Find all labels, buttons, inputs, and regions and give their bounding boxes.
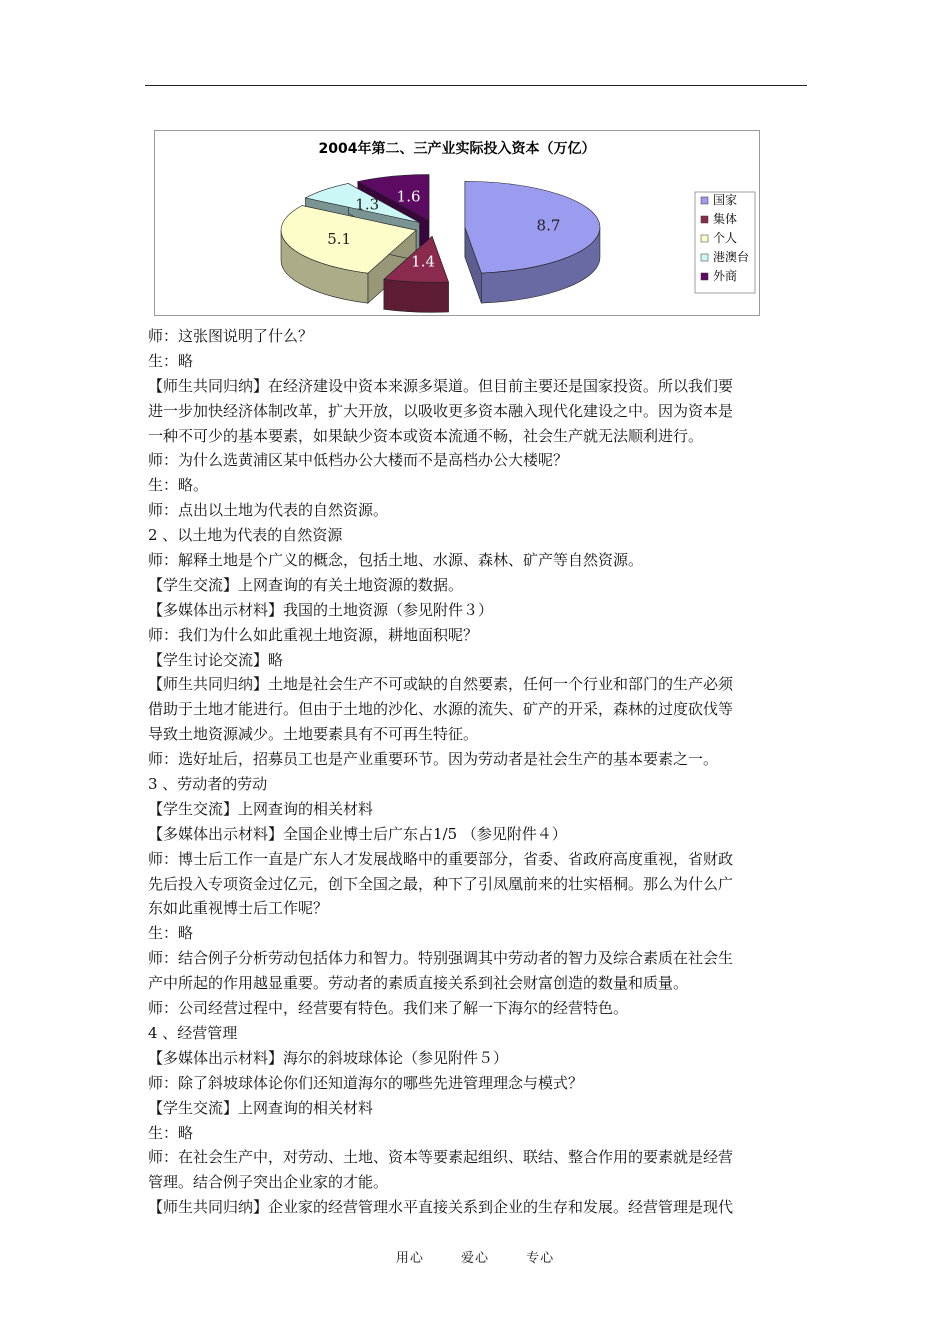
legend-label: 国家 — [713, 193, 738, 207]
legend-label: 个人 — [713, 231, 738, 245]
body-line: 师：结合例子分析劳动包括体力和智力。特别强调其中劳动者的智力及综合素质在社会生 — [148, 949, 734, 968]
body-line: 师：除了斜坡球体论你们还知道海尔的哪些先进管理理念与模式？ — [148, 1073, 584, 1092]
footer-word-1: 用心 — [395, 1251, 424, 1266]
body-line: 3 、劳动者的劳动 — [148, 775, 268, 794]
body-line: 管理。结合例子突出企业家的才能。 — [148, 1173, 389, 1192]
body-line: 生：略 — [148, 1123, 194, 1142]
body-line: 师：在社会生产中，对劳动、土地、资本等要素起组织、联结、整合作用的要素就是经营 — [148, 1148, 734, 1167]
body-line: 【师生共同归纳】在经济建设中资本来源多渠道。但目前主要还是国家投资。所以我们要 — [148, 376, 734, 395]
body-line: 师：博士后工作一直是广东人才发展战略中的重要部分，省委、省政府高度重视，省财政 — [148, 849, 734, 868]
body-line: 2 、以土地为代表的自然资源 — [148, 526, 343, 545]
body-line: 进一步加快经济体制改革，扩大开放，以吸收更多资本融入现代化建设之中。因为资本是 — [148, 401, 734, 420]
footer-word-3: 专心 — [526, 1251, 555, 1266]
body-line: 一种不可少的基本要素，如果缺少资本或资本流通不畅，社会生产就无法顺利进行。 — [148, 426, 704, 445]
page-footer — [0, 1247, 950, 1266]
body-line: 【多媒体出示材料】我国的土地资源（参见附件３） — [148, 600, 494, 619]
footer-word-2: 爱心 — [460, 1251, 489, 1266]
body-line: 【学生交流】上网查询的相关材料 — [148, 799, 374, 818]
body-line: 先后投入专项资金过亿元，创下全国之最，种下了引凤凰前来的壮实梧桐。那么为什么广 — [148, 874, 734, 893]
body-line: 借助于土地才能进行。但由于土地的沙化、水源的流失、矿产的开采，森林的过度砍伐等 — [148, 700, 734, 719]
body-line: 师：点出以土地为代表的自然资源。 — [148, 501, 389, 520]
pie-data-label: 1.6 — [396, 187, 421, 206]
legend-swatch — [701, 235, 708, 242]
body-line: 师：选好址后，招募员工也是产业重要环节。因为劳动者是社会生产的基本要素之一。 — [148, 750, 719, 769]
pie-data-label: 8.7 — [536, 216, 561, 235]
body-line: 4 、经营管理 — [148, 1023, 238, 1042]
body-line: 导致土地资源减少。土地要素具有不可再生特征。 — [148, 725, 479, 744]
body-line: 生：略。 — [148, 476, 209, 495]
chart-title: 2004年第二、三产业实际投入资本（万亿） — [318, 141, 596, 157]
legend-swatch — [701, 197, 708, 204]
body-line: 【多媒体出示材料】全国企业博士后广东占1/5 （参见附件４） — [148, 824, 567, 843]
body-line: 【师生共同归纳】企业家的经营管理水平直接关系到企业的生存和发展。经营管理是现代 — [148, 1198, 734, 1217]
legend-swatch — [701, 273, 708, 280]
body-line: 师：这张图说明了什么？ — [148, 327, 314, 345]
body-line: 师：公司经营过程中，经营要有特色。我们来了解一下海尔的经营特色。 — [148, 999, 629, 1018]
legend-label: 集体 — [713, 212, 738, 226]
legend-label: 外商 — [713, 269, 738, 283]
header-rule — [145, 85, 807, 86]
body-line: 【学生讨论交流】略 — [148, 650, 284, 669]
chart-legend — [695, 192, 755, 293]
body-line: 东如此重视博士后工作呢？ — [148, 899, 329, 918]
legend-label: 港澳台 — [713, 250, 750, 264]
legend-swatch — [701, 254, 708, 261]
body-line: 【学生交流】上网查询的相关材料 — [148, 1098, 374, 1117]
pie-data-label: 5.1 — [327, 229, 352, 248]
body-line: 【多媒体出示材料】海尔的斜坡球体论（参见附件５） — [148, 1048, 509, 1067]
pie-chart — [154, 130, 760, 316]
body-line: 师：解释土地是个广义的概念，包括土地、水源、森林、矿产等自然资源。 — [148, 551, 644, 570]
document-body — [148, 324, 808, 1220]
body-line: 师：为什么选黄浦区某中低档办公大楼而不是高档办公大楼呢？ — [148, 451, 569, 470]
legend-swatch — [701, 216, 708, 223]
body-line: 生：略 — [148, 924, 194, 943]
pie-chart-svg — [155, 131, 759, 315]
body-line: 生：略 — [148, 351, 194, 370]
body-line: 【学生交流】上网查询的有关土地资源的数据。 — [148, 575, 464, 594]
pie-data-label: 1.3 — [355, 195, 380, 214]
body-line: 【师生共同归纳】土地是社会生产不可或缺的自然要素，任何一个行业和部门的生产必须 — [148, 675, 734, 694]
pie-data-label: 1.4 — [411, 252, 436, 271]
body-line: 师：我们为什么如此重视土地资源，耕地面积呢？ — [148, 625, 479, 644]
pie-slice-国家 — [465, 181, 600, 303]
body-line: 产中所起的作用越显重要。劳动者的素质直接关系到社会财富创造的数量和质量。 — [148, 974, 689, 993]
